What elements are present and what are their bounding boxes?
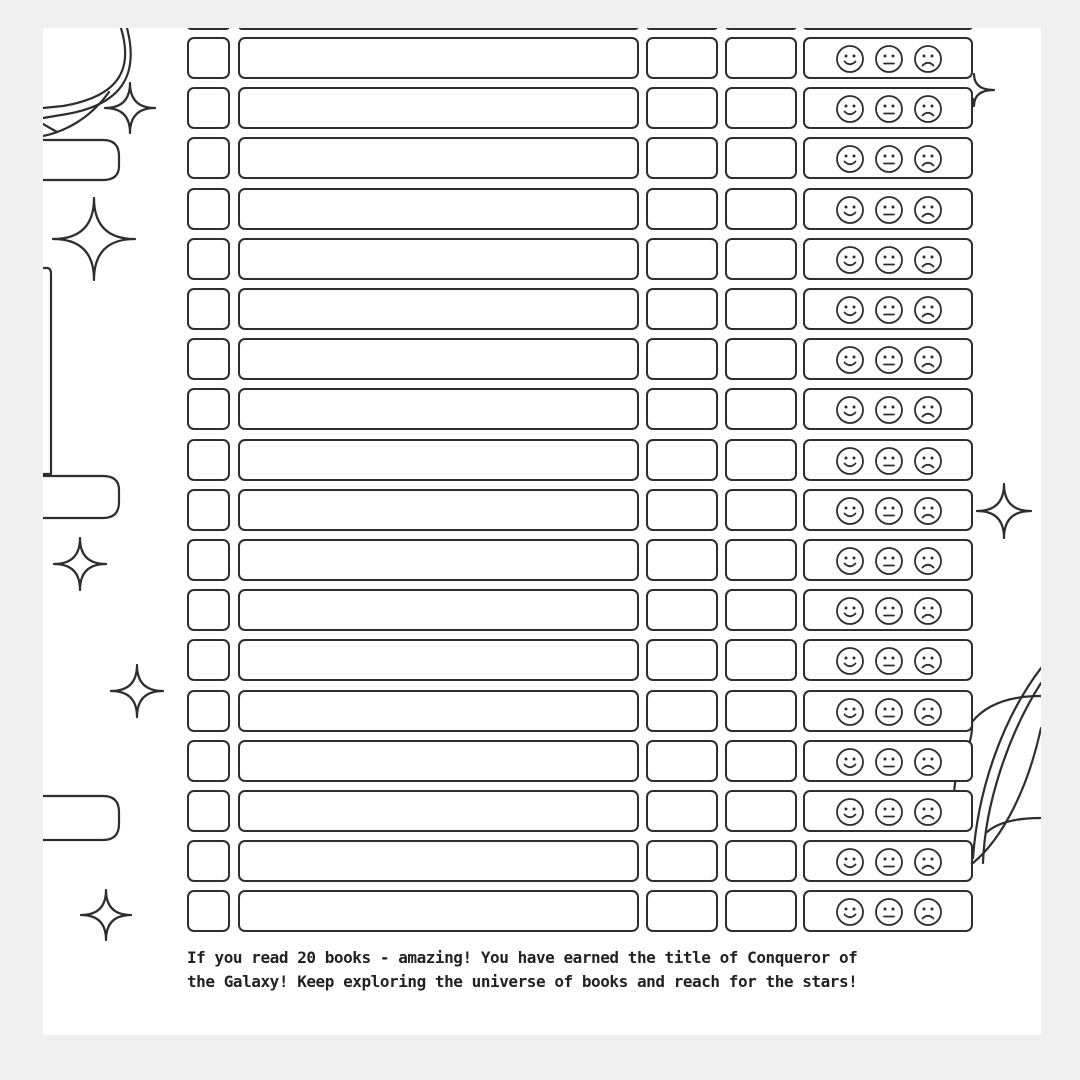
happy-face-icon[interactable] — [835, 646, 865, 676]
sad-face-icon[interactable] — [913, 345, 943, 375]
book-number-box[interactable] — [187, 238, 230, 280]
detail-a-box — [646, 28, 718, 30]
table-row — [187, 439, 973, 481]
book-title-box[interactable] — [238, 37, 639, 79]
happy-face-icon[interactable] — [835, 295, 865, 325]
neutral-face-icon[interactable] — [874, 345, 904, 375]
rating-box — [803, 137, 973, 179]
neutral-face-icon[interactable] — [874, 94, 904, 124]
book-title-box[interactable] — [238, 87, 639, 129]
table-row-cutoff — [187, 28, 973, 30]
table-row — [187, 338, 973, 380]
book-number-box[interactable] — [187, 740, 230, 782]
table-row — [187, 840, 973, 882]
happy-face-icon[interactable] — [835, 395, 865, 425]
number-box — [187, 28, 230, 30]
happy-face-icon[interactable] — [835, 697, 865, 727]
detail-a-box[interactable] — [646, 188, 718, 230]
rating-box — [803, 639, 973, 681]
detail-a-box[interactable] — [646, 137, 718, 179]
rating-box — [803, 539, 973, 581]
table-row — [187, 388, 973, 430]
sad-face-icon[interactable] — [913, 245, 943, 275]
sad-face-icon[interactable] — [913, 847, 943, 877]
rating-faces — [835, 294, 945, 326]
sparkle-star-icon — [111, 665, 163, 717]
sad-face-icon[interactable] — [913, 646, 943, 676]
rating-faces — [835, 696, 945, 728]
rating-faces — [835, 143, 945, 175]
detail-a-box[interactable] — [646, 890, 718, 932]
table-row — [187, 890, 973, 932]
book-number-box[interactable] — [187, 338, 230, 380]
happy-face-icon[interactable] — [835, 847, 865, 877]
detail-a-box[interactable] — [646, 489, 718, 531]
rating-box — [803, 388, 973, 430]
happy-face-icon[interactable] — [835, 897, 865, 927]
table-row — [187, 740, 973, 782]
detail-b-box[interactable] — [725, 890, 797, 932]
book-number-box[interactable] — [187, 690, 230, 732]
detail-a-box[interactable] — [646, 539, 718, 581]
detail-b-box[interactable] — [725, 790, 797, 832]
rating-box — [803, 188, 973, 230]
rocket-fin-icon — [43, 28, 131, 180]
table-row — [187, 288, 973, 330]
book-title-box[interactable] — [238, 188, 639, 230]
neutral-face-icon[interactable] — [874, 295, 904, 325]
happy-face-icon[interactable] — [835, 94, 865, 124]
rating-box — [803, 439, 973, 481]
detail-b-box — [725, 28, 797, 30]
book-title-box[interactable] — [238, 890, 639, 932]
neutral-face-icon[interactable] — [874, 596, 904, 626]
detail-b-box[interactable] — [725, 439, 797, 481]
detail-a-box[interactable] — [646, 87, 718, 129]
rating-box — [803, 87, 973, 129]
table-row — [187, 639, 973, 681]
book-number-box[interactable] — [187, 489, 230, 531]
detail-a-box[interactable] — [646, 439, 718, 481]
worksheet-page — [43, 28, 1041, 1035]
book-number-box[interactable] — [187, 639, 230, 681]
book-title-box[interactable] — [238, 288, 639, 330]
sad-face-icon[interactable] — [913, 94, 943, 124]
neutral-face-icon[interactable] — [874, 195, 904, 225]
rating-faces — [835, 545, 945, 577]
sparkle-star-icon — [54, 538, 106, 590]
neutral-face-icon[interactable] — [874, 44, 904, 74]
table-row — [187, 137, 973, 179]
sad-face-icon[interactable] — [913, 395, 943, 425]
rating-box — [803, 28, 973, 30]
rating-faces — [835, 43, 945, 75]
book-number-box[interactable] — [187, 137, 230, 179]
left-panel-frame — [43, 268, 119, 840]
sad-face-icon[interactable] — [913, 797, 943, 827]
happy-face-icon[interactable] — [835, 345, 865, 375]
book-number-box[interactable] — [187, 188, 230, 230]
sad-face-icon[interactable] — [913, 446, 943, 476]
neutral-face-icon[interactable] — [874, 395, 904, 425]
book-number-box[interactable] — [187, 388, 230, 430]
neutral-face-icon[interactable] — [874, 747, 904, 777]
detail-b-box[interactable] — [725, 37, 797, 79]
book-title-box[interactable] — [238, 338, 639, 380]
rating-faces — [835, 194, 945, 226]
rating-faces — [835, 344, 945, 376]
detail-b-box[interactable] — [725, 639, 797, 681]
book-title-box[interactable] — [238, 639, 639, 681]
happy-face-icon[interactable] — [835, 195, 865, 225]
table-row — [187, 589, 973, 631]
happy-face-icon[interactable] — [835, 596, 865, 626]
neutral-face-icon[interactable] — [874, 446, 904, 476]
book-title-box[interactable] — [238, 740, 639, 782]
sad-face-icon[interactable] — [913, 144, 943, 174]
detail-a-box[interactable] — [646, 639, 718, 681]
table-row — [187, 238, 973, 280]
book-number-box[interactable] — [187, 87, 230, 129]
sparkle-star-icon — [53, 198, 135, 280]
rating-box — [803, 238, 973, 280]
detail-b-box[interactable] — [725, 137, 797, 179]
detail-b-box[interactable] — [725, 238, 797, 280]
rating-faces — [835, 846, 945, 878]
sparkle-star-icon — [81, 890, 131, 940]
book-number-box[interactable] — [187, 589, 230, 631]
rating-box — [803, 740, 973, 782]
rating-box — [803, 690, 973, 732]
rating-faces — [835, 896, 945, 928]
book-title-box[interactable] — [238, 238, 639, 280]
sad-face-icon[interactable] — [913, 747, 943, 777]
rating-faces — [835, 93, 945, 125]
detail-b-box[interactable] — [725, 288, 797, 330]
table-row — [187, 790, 973, 832]
happy-face-icon[interactable] — [835, 496, 865, 526]
book-title-box[interactable] — [238, 489, 639, 531]
rating-box — [803, 338, 973, 380]
sad-face-icon[interactable] — [913, 496, 943, 526]
sad-face-icon[interactable] — [913, 546, 943, 576]
rating-box — [803, 840, 973, 882]
detail-b-box[interactable] — [725, 539, 797, 581]
footer-message — [187, 946, 987, 994]
sad-face-icon[interactable] — [913, 697, 943, 727]
detail-b-box[interactable] — [725, 589, 797, 631]
detail-a-box[interactable] — [646, 740, 718, 782]
rating-faces — [835, 796, 945, 828]
neutral-face-icon[interactable] — [874, 847, 904, 877]
table-row — [187, 690, 973, 732]
detail-a-box[interactable] — [646, 840, 718, 882]
book-title-box[interactable] — [238, 790, 639, 832]
footer-line-1: If you read 20 books - amazing! You have earned the title of Conqueror of — [187, 948, 858, 967]
rating-faces — [835, 645, 945, 677]
detail-b-box[interactable] — [725, 489, 797, 531]
happy-face-icon[interactable] — [835, 747, 865, 777]
table-row — [187, 539, 973, 581]
book-title-box[interactable] — [238, 388, 639, 430]
neutral-face-icon[interactable] — [874, 496, 904, 526]
happy-face-icon[interactable] — [835, 446, 865, 476]
book-number-box[interactable] — [187, 539, 230, 581]
sparkle-star-icon — [105, 83, 155, 133]
neutral-face-icon[interactable] — [874, 697, 904, 727]
book-number-box[interactable] — [187, 840, 230, 882]
detail-b-box[interactable] — [725, 87, 797, 129]
book-title-box[interactable] — [238, 439, 639, 481]
neutral-face-icon[interactable] — [874, 546, 904, 576]
rating-box — [803, 489, 973, 531]
detail-a-box[interactable] — [646, 690, 718, 732]
detail-b-box[interactable] — [725, 188, 797, 230]
sad-face-icon[interactable] — [913, 44, 943, 74]
rating-box — [803, 890, 973, 932]
book-title-box[interactable] — [238, 539, 639, 581]
detail-b-box[interactable] — [725, 690, 797, 732]
neutral-face-icon[interactable] — [874, 797, 904, 827]
rating-box — [803, 37, 973, 79]
detail-a-box[interactable] — [646, 338, 718, 380]
book-title-box[interactable] — [238, 840, 639, 882]
sad-face-icon[interactable] — [913, 195, 943, 225]
rating-faces — [835, 595, 945, 627]
detail-b-box[interactable] — [725, 740, 797, 782]
book-title-box[interactable] — [238, 137, 639, 179]
footer-line-2: the Galaxy! Keep exploring the universe of books and reach for the stars! — [187, 972, 858, 991]
detail-a-box[interactable] — [646, 589, 718, 631]
happy-face-icon[interactable] — [835, 144, 865, 174]
rating-box — [803, 288, 973, 330]
table-row — [187, 188, 973, 230]
rating-faces — [835, 746, 945, 778]
title-box — [238, 28, 639, 30]
book-number-box[interactable] — [187, 439, 230, 481]
detail-b-box[interactable] — [725, 338, 797, 380]
rating-faces — [835, 244, 945, 276]
detail-a-box[interactable] — [646, 288, 718, 330]
happy-face-icon[interactable] — [835, 44, 865, 74]
neutral-face-icon[interactable] — [874, 897, 904, 927]
table-row — [187, 37, 973, 79]
book-number-box[interactable] — [187, 790, 230, 832]
detail-a-box[interactable] — [646, 388, 718, 430]
sad-face-icon[interactable] — [913, 897, 943, 927]
happy-face-icon[interactable] — [835, 245, 865, 275]
neutral-face-icon[interactable] — [874, 144, 904, 174]
rating-faces — [835, 495, 945, 527]
neutral-face-icon[interactable] — [874, 245, 904, 275]
detail-a-box[interactable] — [646, 790, 718, 832]
sad-face-icon[interactable] — [913, 295, 943, 325]
detail-b-box[interactable] — [725, 388, 797, 430]
book-number-box[interactable] — [187, 890, 230, 932]
detail-b-box[interactable] — [725, 840, 797, 882]
book-number-box[interactable] — [187, 37, 230, 79]
happy-face-icon[interactable] — [835, 797, 865, 827]
book-number-box[interactable] — [187, 288, 230, 330]
table-row — [187, 87, 973, 129]
book-title-box[interactable] — [238, 589, 639, 631]
rating-box — [803, 790, 973, 832]
reading-log-table — [187, 28, 973, 938]
book-title-box[interactable] — [238, 690, 639, 732]
rating-box — [803, 589, 973, 631]
detail-a-box[interactable] — [646, 238, 718, 280]
sparkle-star-icon — [977, 484, 1031, 538]
detail-a-box[interactable] — [646, 37, 718, 79]
happy-face-icon[interactable] — [835, 546, 865, 576]
rating-faces — [835, 445, 945, 477]
neutral-face-icon[interactable] — [874, 646, 904, 676]
rating-faces — [835, 394, 945, 426]
table-row — [187, 489, 973, 531]
sad-face-icon[interactable] — [913, 596, 943, 626]
